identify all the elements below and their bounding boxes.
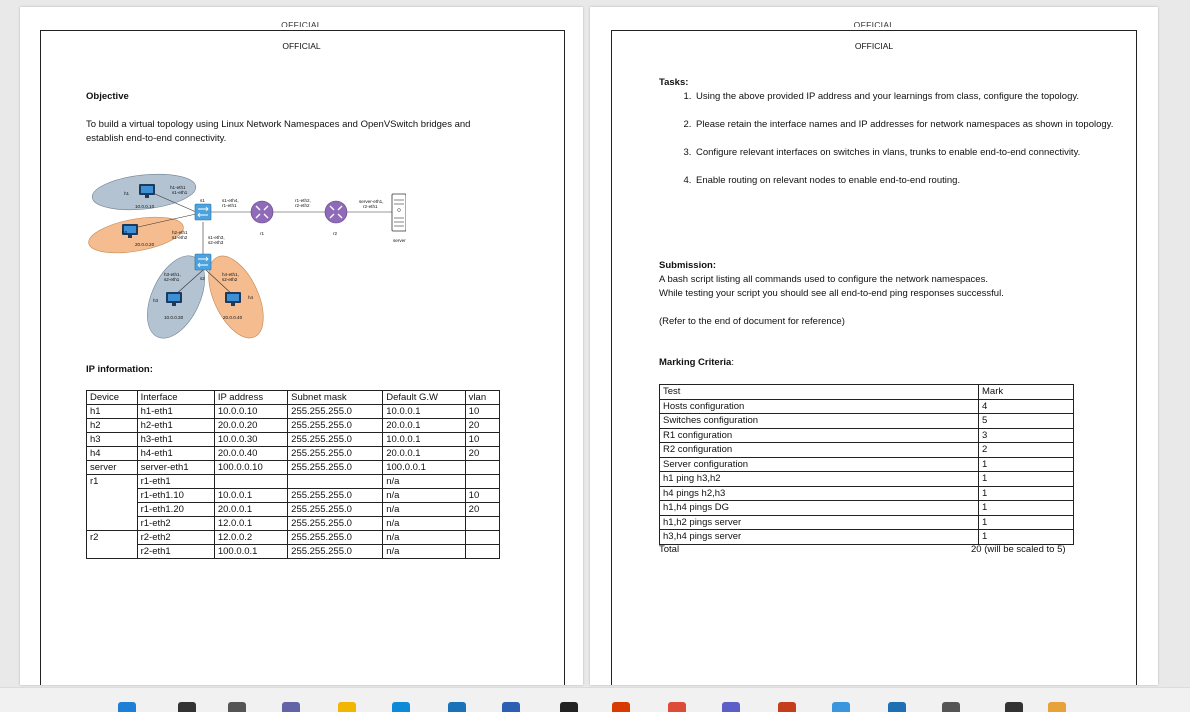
table-row: [87, 433, 500, 447]
table-cell: 100.0.0.1: [214, 545, 287, 559]
table-row: [660, 428, 1074, 443]
document-page-2: [590, 7, 1158, 685]
ip-information-table: [86, 390, 500, 559]
table-cell: 255.255.255.0: [288, 419, 383, 433]
r1-router-icon: [251, 201, 273, 223]
topology-diagram: [86, 162, 406, 347]
table-cell: 10.0.0.10: [214, 405, 287, 419]
table-cell: server-eth1: [137, 461, 214, 475]
table-cell: h4-eth1: [137, 447, 214, 461]
table-cell: 3: [979, 428, 1074, 443]
label-h1: h1: [124, 191, 130, 196]
marking-criteria-table: [659, 384, 1074, 545]
table-cell: h4 pings h2,h3: [660, 486, 979, 501]
table-cell: 2: [979, 443, 1074, 458]
table-cell: 255.255.255.0: [288, 447, 383, 461]
vscode-icon[interactable]: [888, 702, 906, 712]
monitor-icon[interactable]: [1005, 702, 1023, 712]
table-cell: 255.255.255.0: [288, 517, 383, 531]
table-row: [87, 489, 500, 503]
table-row: [87, 405, 500, 419]
office-icon[interactable]: [612, 702, 630, 712]
table-row: [87, 461, 500, 475]
table-cell: h4: [87, 447, 138, 461]
table-cell: r1-eth1.10: [137, 489, 214, 503]
table-cell: 255.255.255.0: [288, 531, 383, 545]
ip-info-heading: IP information:: [86, 364, 153, 375]
label-ip-h1: 10.0.0.10: [135, 204, 155, 209]
table-row: [660, 472, 1074, 487]
table-cell: [465, 461, 499, 475]
table-cell: r1-eth2: [137, 517, 214, 531]
table-cell: Switches configuration: [660, 414, 979, 429]
table-cell: 20.0.0.1: [383, 447, 465, 461]
s1-switch-icon: [195, 204, 211, 220]
table-row: [87, 545, 500, 559]
header-interface: Interface: [137, 391, 214, 405]
table-cell: 1: [979, 457, 1074, 472]
table-cell: h3,h4 pings server: [660, 530, 979, 545]
table-cell: r2-eth1: [137, 545, 214, 559]
table-cell: 12.0.0.1: [214, 517, 287, 531]
table-cell: 4: [979, 399, 1074, 414]
explorer-icon[interactable]: [338, 702, 356, 712]
table-cell: 20.0.0.40: [214, 447, 287, 461]
label-h3-if-b: s2-eth1: [164, 277, 180, 282]
table-cell: 255.255.255.0: [288, 545, 383, 559]
page-header-top: OFFICIAL: [853, 20, 895, 27]
label-s1-r1-b: r1-eth1: [222, 203, 237, 208]
table-cell: r1: [87, 475, 138, 489]
taskview-icon[interactable]: [228, 702, 246, 712]
label-h4: h4: [248, 295, 254, 300]
table-row: [660, 515, 1074, 530]
objective-line-1: To build a virtual topology using Linux Network Namespaces and OpenVSwitch bridges and: [86, 119, 471, 130]
table-cell: 255.255.255.0: [288, 405, 383, 419]
submission-heading: Submission:: [659, 260, 717, 271]
label-h4-if-b: s2-eth2: [222, 277, 238, 282]
table-header-row: [660, 385, 1074, 400]
label-ip-h2: 20.0.0.20: [135, 242, 155, 247]
marking-heading-text: Marking Criteria: [659, 357, 732, 368]
label-r2-srv-b: r2-eth1: [363, 204, 378, 209]
table-cell: 20: [465, 419, 499, 433]
objective-line-2: establish end-to-end connectivity.: [86, 133, 227, 144]
objective-heading: Objective: [86, 91, 129, 102]
chat-icon[interactable]: [282, 702, 300, 712]
marking-criteria-heading: [659, 357, 734, 368]
table-cell: [87, 545, 138, 559]
task-item: 2. Please retain the interface names and IP addresses for network namespaces as shown in topology.: [694, 118, 1114, 132]
calendar-icon[interactable]: [832, 702, 850, 712]
table-cell: [465, 531, 499, 545]
label-s1: s1: [200, 198, 205, 203]
table-cell: [288, 475, 383, 489]
label-s1-r1-a: s1-eth4,: [222, 198, 239, 203]
label-h1-if-b: s1-eth1: [172, 190, 188, 195]
total-value: 20 (will be scaled to 5): [971, 544, 1066, 555]
table-cell: 1: [979, 501, 1074, 516]
table-cell: 10.0.0.1: [383, 433, 465, 447]
r2-router-icon: [325, 201, 347, 223]
table-cell: h1: [87, 405, 138, 419]
label-ip-h3: 10.0.0.30: [164, 315, 184, 320]
label-r1: r1: [260, 231, 265, 236]
label-h1-if-a: h1-eth1: [170, 185, 186, 190]
table-row: [660, 501, 1074, 516]
header-vlan: vlan: [465, 391, 499, 405]
header-test: Test: [660, 385, 979, 400]
taskbar: [0, 687, 1190, 712]
table-cell: n/a: [383, 531, 465, 545]
submission-line-1: A bash script listing all commands used to configure the network namespaces.: [659, 274, 988, 285]
label-s2: s2: [200, 276, 205, 281]
table-cell: 12.0.0.2: [214, 531, 287, 545]
header-subnet-mask: Subnet mask: [288, 391, 383, 405]
table-cell: r1-eth1.20: [137, 503, 214, 517]
table-cell: [87, 489, 138, 503]
table-cell: 10: [465, 489, 499, 503]
table-row: [660, 457, 1074, 472]
table-row: [87, 503, 500, 517]
label-h2: h2: [122, 230, 128, 235]
table-cell: 10: [465, 405, 499, 419]
app2-icon[interactable]: [1048, 702, 1066, 712]
table-cell: [87, 517, 138, 531]
table-cell: 10.0.0.1: [383, 405, 465, 419]
table-row: [87, 475, 500, 489]
table-cell: h1 ping h3,h2: [660, 472, 979, 487]
marking-heading-colon: :: [731, 357, 734, 368]
label-s1-s2-a: s1-eth3,: [208, 235, 225, 240]
table-cell: R2 configuration: [660, 443, 979, 458]
table-cell: 10: [465, 433, 499, 447]
table-row: [660, 399, 1074, 414]
table-cell: 20: [465, 447, 499, 461]
table-cell: h1,h4 pings DG: [660, 501, 979, 516]
chrome-icon[interactable]: [668, 702, 686, 712]
label-s1-s2-b: s2-eth3: [208, 240, 224, 245]
table-cell: 20: [465, 503, 499, 517]
search-icon[interactable]: [178, 702, 196, 712]
table-cell: [87, 503, 138, 517]
table-cell: [465, 545, 499, 559]
table-cell: 1: [979, 515, 1074, 530]
table-cell: 5: [979, 414, 1074, 429]
page-header: OFFICIAL: [854, 41, 894, 51]
page-header-top: OFFICIAL: [281, 20, 322, 27]
powerpoint-icon[interactable]: [778, 702, 796, 712]
label-server: server: [393, 238, 406, 243]
table-cell: h3: [87, 433, 138, 447]
table-row: [87, 531, 500, 545]
table-row: [87, 419, 500, 433]
table-cell: h3-eth1: [137, 433, 214, 447]
table-cell: r2: [87, 531, 138, 545]
table-cell: [465, 517, 499, 531]
table-cell: r1-eth1: [137, 475, 214, 489]
table-cell: 20.0.0.1: [214, 503, 287, 517]
table-row: [660, 486, 1074, 501]
table-cell: n/a: [383, 503, 465, 517]
header-mark: Mark: [979, 385, 1074, 400]
table-cell: 100.0.0.1: [383, 461, 465, 475]
header-device: Device: [87, 391, 138, 405]
table-row: [660, 414, 1074, 429]
table-cell: h1-eth1: [137, 405, 214, 419]
people-icon[interactable]: [560, 702, 578, 712]
table-cell: R1 configuration: [660, 428, 979, 443]
table-cell: Server configuration: [660, 457, 979, 472]
label-r2-srv-a: server-eth1,: [359, 199, 384, 204]
label-h4-if-a: h4-eth1,: [222, 272, 239, 277]
label-r1-r2-a: r1-eth2,: [295, 198, 311, 203]
table-cell: 255.255.255.0: [288, 433, 383, 447]
table-row: [660, 530, 1074, 545]
table-cell: h2-eth1: [137, 419, 214, 433]
table-row: [660, 443, 1074, 458]
table-cell: 1: [979, 530, 1074, 545]
word-icon[interactable]: [502, 702, 520, 712]
table-cell: 20.0.0.20: [214, 419, 287, 433]
server-icon: [392, 194, 406, 231]
app-icon[interactable]: [942, 702, 960, 712]
s2-switch-icon: [195, 254, 211, 270]
table-cell: 1: [979, 486, 1074, 501]
label-ip-h4: 20.0.0.40: [223, 315, 243, 320]
table-cell: 10.0.0.30: [214, 433, 287, 447]
label-r2: r2: [333, 231, 338, 236]
table-cell: 10.0.0.1: [214, 489, 287, 503]
task-item: 3. Configure relevant interfaces on switches in vlans, trunks to enable end-to-end connectivity.: [694, 146, 1114, 160]
table-cell: n/a: [383, 489, 465, 503]
table-cell: 100.0.0.10: [214, 461, 287, 475]
table-cell: 20.0.0.1: [383, 419, 465, 433]
table-row: [87, 517, 500, 531]
table-row: [87, 447, 500, 461]
table-cell: h2: [87, 419, 138, 433]
task-item: 4. Enable routing on relevant nodes to enable end-to-end routing.: [694, 174, 1114, 188]
table-cell: 255.255.255.0: [288, 503, 383, 517]
start-icon[interactable]: [118, 702, 136, 712]
table-cell: h1,h2 pings server: [660, 515, 979, 530]
table-cell: [465, 475, 499, 489]
label-h2-if-b: s1-eth2: [172, 235, 188, 240]
table-header-row: [87, 391, 500, 405]
label-h3-if-a: h3-eth1,: [164, 272, 181, 277]
table-cell: [214, 475, 287, 489]
store-icon[interactable]: [448, 702, 466, 712]
table-cell: n/a: [383, 475, 465, 489]
document-page-1: [20, 7, 583, 685]
teams-icon[interactable]: [722, 702, 740, 712]
table-cell: n/a: [383, 517, 465, 531]
reference-note: (Refer to the end of document for reference): [659, 316, 845, 327]
table-cell: n/a: [383, 545, 465, 559]
header-ip-address: IP address: [214, 391, 287, 405]
table-cell: server: [87, 461, 138, 475]
label-h3: h3: [153, 298, 159, 303]
table-cell: Hosts configuration: [660, 399, 979, 414]
page-header: OFFICIAL: [282, 41, 321, 51]
label-r1-r2-b: r2-eth2: [295, 203, 310, 208]
submission-line-2: While testing your script you should see all end-to-end ping responses successful.: [659, 288, 1004, 299]
tasks-heading: Tasks:: [659, 77, 689, 88]
label-h2-if-a: h2-eth1: [172, 230, 188, 235]
task-item: 1. Using the above provided IP address and your learnings from class, configure the topology.: [694, 90, 1114, 104]
header-default-gw: Default G.W: [383, 391, 465, 405]
table-cell: 255.255.255.0: [288, 461, 383, 475]
total-label: Total: [659, 544, 680, 555]
table-cell: 255.255.255.0: [288, 489, 383, 503]
table-cell: 1: [979, 472, 1074, 487]
table-cell: r2-eth2: [137, 531, 214, 545]
tasks-list: [658, 90, 1114, 202]
edge-icon[interactable]: [392, 702, 410, 712]
